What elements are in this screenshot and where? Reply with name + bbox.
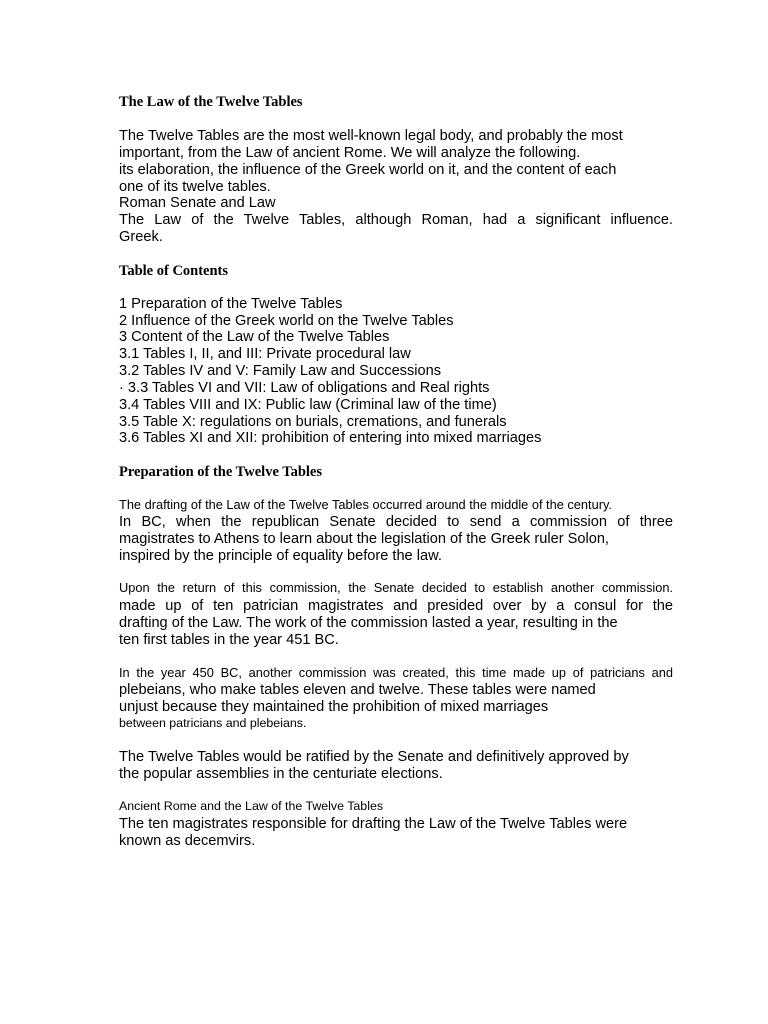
intro-line: one of its twelve tables. xyxy=(119,179,271,195)
paragraph-line: The Twelve Tables would be ratified by the Senate and definitively approved by xyxy=(119,749,629,765)
section-heading: Preparation of the Twelve Tables xyxy=(119,464,322,480)
paragraph-line: magistrates to Athens to learn about the legislation of the Greek ruler Solon, xyxy=(119,531,609,547)
intro-line: Roman Senate and Law xyxy=(119,195,276,211)
paragraph-line: the popular assemblies in the centuriate elections. xyxy=(119,766,443,782)
toc-item: 3.1 Tables I, II, and III: Private procedural law xyxy=(119,346,411,362)
toc-item: · 3.3 Tables VI and VII: Law of obligations and Real rights xyxy=(119,380,490,396)
intro-line: important, from the Law of ancient Rome. We will analyze the following. xyxy=(119,145,581,161)
paragraph-line: The drafting of the Law of the Twelve Tables occurred around the middle of the century. xyxy=(119,497,612,512)
paragraph-line: between patricians and plebeians. xyxy=(119,716,307,730)
paragraph-line: ten first tables in the year 451 BC. xyxy=(119,632,339,648)
subheading: Ancient Rome and the Law of the Twelve Tables xyxy=(119,799,384,813)
paragraph-line: In the year 450 BC, another commission was created, this time made up of patricians and xyxy=(119,665,673,680)
intro-line: Greek. xyxy=(119,229,163,245)
intro-line: The Law of the Twelve Tables, although Roman, had a significant influence. xyxy=(119,212,673,228)
toc-item: 3.2 Tables IV and V: Family Law and Successions xyxy=(119,363,442,379)
toc-item: 3 Content of the Law of the Twelve Tables xyxy=(119,329,390,345)
toc-item: 2 Influence of the Greek world on the Twelve Tables xyxy=(119,313,454,329)
paragraph-line: known as decemvirs. xyxy=(119,833,256,849)
paragraph-line: inspired by the principle of equality before the law. xyxy=(119,548,442,564)
document-title: The Law of the Twelve Tables xyxy=(119,94,303,110)
paragraph-line: The ten magistrates responsible for drafting the Law of the Twelve Tables were xyxy=(119,816,628,832)
toc-item: 3.5 Table X: regulations on burials, cremations, and funerals xyxy=(119,414,507,430)
paragraph-line: In BC, when the republican Senate decided to send a commission of three xyxy=(119,514,673,530)
paragraph-line: Upon the return of this commission, the Senate decided to establish another commission. xyxy=(119,580,673,595)
intro-line: its elaboration, the influence of the Greek world on it, and the content of each xyxy=(119,162,617,178)
paragraph-line: unjust because they maintained the prohibition of mixed marriages xyxy=(119,699,549,715)
toc-item: 3.4 Tables VIII and IX: Public law (Criminal law of the time) xyxy=(119,397,497,413)
paragraph-line: made up of ten patrician magistrates and presided over by a consul for the xyxy=(119,598,673,614)
paragraph-line: drafting of the Law. The work of the commission lasted a year, resulting in the xyxy=(119,615,618,631)
toc-item: 1 Preparation of the Twelve Tables xyxy=(119,296,343,312)
paragraph-line: plebeians, who make tables eleven and twelve. These tables were named xyxy=(119,682,596,698)
toc-item: 3.6 Tables XI and XII: prohibition of entering into mixed marriages xyxy=(119,430,542,446)
intro-line: The Twelve Tables are the most well-known legal body, and probably the most xyxy=(119,128,623,144)
toc-heading: Table of Contents xyxy=(119,263,229,279)
